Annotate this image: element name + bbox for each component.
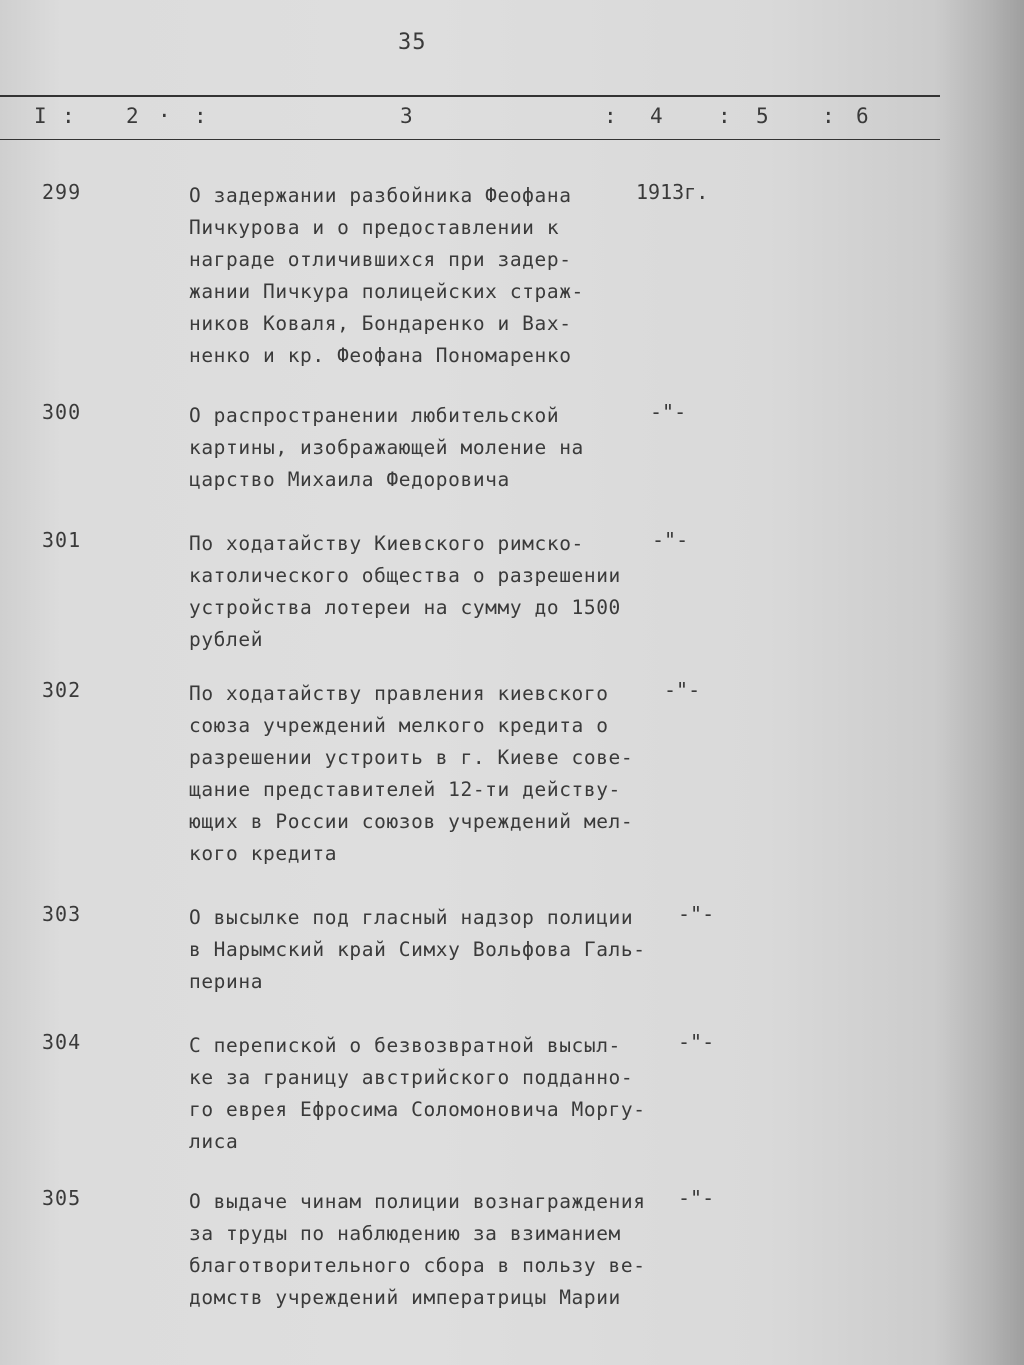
entry-number: 300 (42, 400, 82, 424)
column-header-separator: : (822, 104, 835, 128)
entry-description (189, 678, 669, 870)
entry-line: О высылке под гласный надзор полиции (189, 906, 634, 929)
entry-line: награде отличившихся при задер- (189, 248, 572, 271)
header-top-rule (0, 95, 940, 97)
entry-line: О выдаче чинам полиции вознаграждения (189, 1190, 646, 1213)
entry-number: 304 (42, 1030, 82, 1054)
entry-date: -"- (678, 902, 715, 926)
column-header-dot: · (158, 104, 171, 128)
entry-description (189, 1186, 669, 1314)
column-header-3: 3 (400, 104, 413, 128)
column-header-separator: : (604, 104, 617, 128)
entry-number: 303 (42, 902, 82, 926)
column-header-6: 6 (856, 104, 869, 128)
column-header-5: 5 (756, 104, 769, 128)
entry-description (189, 1030, 669, 1158)
column-header-1: I (34, 104, 47, 128)
entry-number: 305 (42, 1186, 82, 1210)
entry-line: ников Коваля, Бондаренко и Вах- (189, 312, 572, 335)
entry-date: 1913г. (636, 180, 709, 204)
entry-line: По ходатайству Киевского римско- (189, 532, 584, 555)
entry-line: перина (189, 970, 264, 993)
entry-line: в Нарымский край Симху Вольфова Галь- (189, 938, 646, 961)
entry-line: католического общества о разрешении (189, 564, 621, 587)
entry-line: О распространении любительской (189, 404, 560, 427)
entry-line: за труды по наблюдению за взиманием (189, 1222, 621, 1245)
entry-line: го еврея Ефросима Соломоновича Моргу- (189, 1098, 646, 1121)
entry-line: ке за границу австрийского подданно- (189, 1066, 634, 1089)
entry-date: -"- (678, 1186, 715, 1210)
column-header-separator: : (194, 104, 207, 128)
column-header-2: 2 (126, 104, 139, 128)
entry-line: устройства лотереи на сумму до 1500 (189, 596, 621, 619)
entry-number: 299 (42, 180, 82, 204)
entry-line: щание представителей 12-ти действу- (189, 778, 621, 801)
entry-description (189, 180, 669, 372)
entry-line: разрешении устроить в г. Киеве сове- (189, 746, 634, 769)
entry-line: царство Михаила Федоровича (189, 468, 510, 491)
column-header-row (0, 104, 940, 134)
entry-line: С перепиской о безвозвратной высыл- (189, 1034, 621, 1057)
entry-line: ненко и кр. Феофана Пономаренко (189, 344, 572, 367)
entry-date: -"- (652, 528, 689, 552)
entry-date: -"- (650, 400, 687, 424)
entry-line: лиса (189, 1130, 239, 1153)
entry-description (189, 400, 669, 496)
entry-line: жании Пичкура полицейских страж- (189, 280, 584, 303)
entry-line: О задержании разбойника Феофана (189, 184, 572, 207)
entry-line: кого кредита (189, 842, 338, 865)
entry-line: картины, изображающей моление на (189, 436, 584, 459)
entry-line: Пичкурова и о предоставлении к (189, 216, 560, 239)
page-edge-shadow (934, 0, 1024, 1365)
entry-date: -"- (664, 678, 701, 702)
entry-line: рублей (189, 628, 264, 651)
column-header-separator: : (718, 104, 731, 128)
entry-description (189, 528, 669, 656)
page-number: 35 (398, 30, 427, 55)
entry-description (189, 902, 669, 998)
column-header-separator: : (62, 104, 75, 128)
header-bottom-rule (0, 139, 940, 140)
entry-line: ющих в России союзов учреждений мел- (189, 810, 634, 833)
entry-line: благотворительного сбора в пользу ве- (189, 1254, 646, 1277)
entry-line: По ходатайству правления киевского (189, 682, 609, 705)
entry-date: -"- (678, 1030, 715, 1054)
entry-line: домств учреждений императрицы Марии (189, 1286, 621, 1309)
entry-line: союза учреждений мелкого кредита о (189, 714, 609, 737)
entry-number: 301 (42, 528, 82, 552)
entry-number: 302 (42, 678, 82, 702)
column-header-4: 4 (650, 104, 663, 128)
